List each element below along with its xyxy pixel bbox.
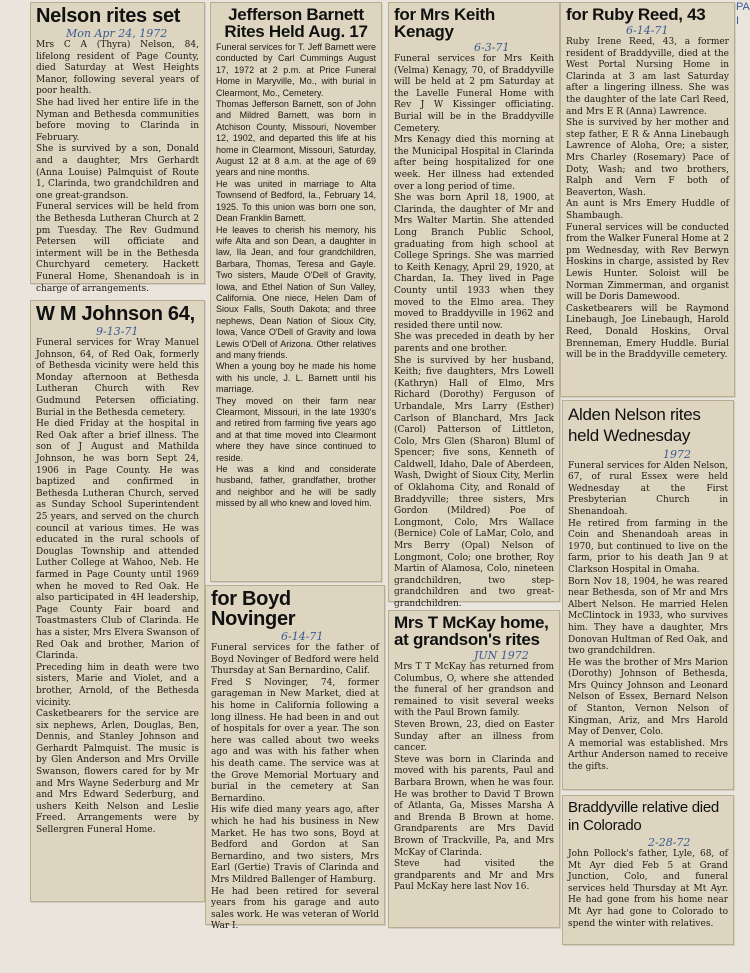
handwritten-date: 9-13-71 <box>96 325 139 338</box>
article-body: Funeral services for Mrs Keith (Velma) Kenagy, 70, of Braddyville will be held at 2 pm Saturday at the Lavelle Funeral Home with Rev J W Kissinger officiating. Burial will be in the Braddyville Cemetery. Mrs Kenagy died this morning at the Municipal Hospital in Clarinda after being hospitalized for one week. Her illness had extended over a long period of time. She was born April 18, 1900, at Clarinda, the daughter of Mr and Mrs Walter Martin. She attended Long Branch Public School, graduating from high school at College Springs. She was married to Keith Kenagy, April 29, 1920, at Chardan, Ia. They lived in Page County until 1933 when they moved to the Elmo area. They moved to Braddyville in 1962 and resided there until now. She was preceded in death by her parents and one brother. She is survived by her husband, Keith; five daughters, Mrs Lowell (Kathryn) Hall of Elmo, Mrs Richard (Dorothy) Ferguson of Urbandale, Mrs Larry (Esther) Carlson of Blanchard, Mrs Jack (Carol) Patterson of Littleton, Colo, Mrs Glen (Sharon) Bluml of Spencer; five sons, Kenneth of Caldwell, Idaho, Dale of Aberdeen, Wash, Dwight of Sioux City, Merlin of Oklahoma City, and Ronald of Braddyville; three sisters, Mrs Gordon (Mildred) Poe of Longmont, Colo, Mrs Wallace (Bernice) Cole of LaMar, Colo, and Mrs Berry (Opal) Nelson of Longmont, Colo; one brother, Roy Martin of Alamosa, Colo, nineteen grandchildren, two step-grandchildren and two great-grandchildren. <box>394 54 554 609</box>
clipping-nelson-rites <box>30 2 205 294</box>
corner-handwritten-note: PA I <box>736 1 750 28</box>
clipping-barnett <box>210 2 382 582</box>
article-body: Funeral services for Alden Nelson, 67, of rural Essex were held Wednesday at the First Presbyterian Church in Shenandoah. He retired from farming in the Coin and Shenandoah areas in 1970, but continued to live on the farm, prior to his death Jan 9 at Clarkson Hospital in Omaha. Born Nov 18, 1904, he was reared near Bethesda, son of Mr and Mrs Albert Nelson. He married Helen McClintock in 1933, who survives him. They have a daughter, Mrs Donovan Hultman of Red Oak, and two grandchildren. He was the brother of Mrs Marion (Dorothy) Johnson of Bethesda, Mrs Quincy Johnson and Leonard Nelson of Essex, Bernard Nelson of Stanton, Vernon Nelson of Kingman, Ariz, and Mrs Harold May of Denver, Colo. A memorial was established. Mrs Arthur Anderson named to receive the gifts. <box>568 460 728 773</box>
handwritten-date: Mon Apr 24, 1972 <box>66 27 168 40</box>
article-body: Mrs T T McKay has returned from Columbus, O, where she attended the funeral of her grandson and remained to visit several weeks with the Paul Brown family. Steven Brown, 23, died on Easter Sunday after an illness from cancer. Steve was born in Clarinda and moved with his parents, Paul and Barbara Brown, when he was four. He was brother to David T Brown of Atlanta, Ga, Misses Marsha A and Brenda B Brown at home. Grandparents are Mrs David Brown of Trackville, Pa, and Mrs McKay of Clarinda. Steve had visited the grandparents and Mr and Mrs Paul McKay here last Nov 16. <box>394 662 554 893</box>
clipping-johnson <box>30 300 205 902</box>
article-body: John Pollock's father, Lyle, 68, of Mt Ayr died Feb 5 at Grand Junction, Colo, and funeral services held Thursday at Mt Ayr. He had gone from his home near Mt Ayr had gone to Colorado to spend the winter with relatives. <box>568 849 728 929</box>
article-body: Mrs C A (Thyra) Nelson, 84, lifelong resident of Page County, died Saturday at West Heights Manor, following several years of poor health. She had lived her entire life in the Nyman and Bethesda communities before moving to Clarinda in February. She is survived by a son, Donald and a daughter, Mrs Gerhardt (Anna Louise) Palmquist of Route 1, Clarinda, two grandchildren and one great-grandson. Funeral services will be held from the Bethesda Lutheran Church at 2 pm Tuesday. The Rev Gudmund Petersen will officiate and interment will be in the Bethesda Churchyard cemetery. Hackett Funeral Home, Shenandoah is in charge of arrangements. <box>36 40 199 294</box>
clipping-pollock <box>562 795 734 945</box>
headline: for Mrs Keith Kenagy <box>394 5 495 41</box>
headline: Braddyville relative died in Colorado <box>568 799 719 834</box>
handwritten-date: 6-14-71 <box>626 24 669 37</box>
clipping-alden-nelson <box>562 400 734 790</box>
handwritten-date: 6-3-71 <box>474 41 510 54</box>
clipping-novinger <box>205 585 385 932</box>
headline: Nelson rites set <box>36 5 181 27</box>
handwritten-date: 1972 <box>663 447 691 461</box>
clipping-mckay <box>388 610 560 928</box>
headline: Alden Nelson rites held Wednesday <box>568 405 701 446</box>
headline: for Boyd Novinger <box>211 588 296 630</box>
article-body: Funeral services for the father of Boyd Novinger of Bedford were held Thursday at San Bernardino, Calif. Fred S Novinger, 74, former garageman in New Market, died at his home in California following a long illness. He had been in and out of hospitals for over a year. The son here was called about two weeks ago and was with his father when his death came. The service was at the Grove Memorial Mortuary and burial in the cemetery at San Bernardino. His wife died many years ago, after which he had his business in New Market. He has two sons, Boyd at Bedford and Gordon at San Bernardino, and two sisters, Mrs Earl (Gertie) Travis of Clarinda and Mrs Mildred Ballenger of Hamburg. He had been retired for several years from his garage and auto sales work. He was veteran of World War I. <box>211 643 379 932</box>
headline: for Ruby Reed, 43 <box>566 5 706 24</box>
handwritten-date: 6-14-71 <box>281 630 324 643</box>
headline: Mrs T McKay home, at grandson's rites <box>394 613 549 649</box>
article-body: Ruby Irene Reed, 43, a former resident of Braddyville, died at the West Portal Nursing Home in Clarinda at 3 am last Saturday after a lingering illness. She was the daughter of the late Carl Reed, and Mrs E R (Anna) Lawrence. She is survived by her mother and step father, E R & Anna Linebaugh Lawrence of Aloha, Ore; a sister, Mrs Charley (Rosemary) Pace of Doty, Wash; and two brothers, Ralph and Vern F both of Beaverton, Wash. An aunt is Mrs Emery Huddle of Shambaugh. Funeral services will be conducted from the Walker Funeral Home at 2 pm Wednesday, with Rev Berwyn Hoskins in charge, assisted by Rev Lewis Hunter. Soloist will be Norman Zimmerman, and organist will be Doris Damewood. Casketbearers will be Raymond Linebaugh, Joe Linebaugh, Harold Reed, Donald Hoskins, Orval Brenneman, Emery Huddle. Burial will be in the Braddyville cemetery. <box>566 37 729 361</box>
clipping-kenagy <box>388 2 560 609</box>
handwritten-date: 2-28-72 <box>648 836 691 849</box>
article-body: Funeral services for Wray Manuel Johnson, 64, of Red Oak, formerly of Bethesda vicinity were held this Monday afternoon at Bethesda Lutheran Church with Rev Gudmund Petersen officiating. Burial in the Bethesda cemetery. He died Friday at the hospital in Red Oak after a brief illness. The son of J August and Mathilda Johnson, he was born Sept 24, 1906 in Page County. He was baptized and confirmed in Bethesda Lutheran Church, served as Sunday School Superintendent 25 years, and served on the church council at various times. He was educated in the rural schools of Douglas Township and attended Luther College at Wahoo, Neb. He farmed in Page County until 1969 when he moved to Red Oak. He also participated in 4H leadership, Page County Fair board and Toastmasters Club of Clarinda. He has a sister, Mrs Elvera Swanson of Red Oak and brother, Marion of Clarinda. Preceding him in death were two sisters, Marie and Violet, and a brother, Arnold, of the Bethesda vicinity. Casketbearers for the service are six nephews, Arlen, Douglas, Ben, Dennis, and Stanley Johnson and Gerhardt Palmquist. The music is by Glen Anderson and Mrs Orville Swanson, flowers cared for by Mr and Mrs Wayne Sederburg and Mr and Mrs Edward Sederburg, and ushers Keith Nelson and Leslie Freed. Arrangements were by Sellergren Funeral Home. <box>36 338 199 836</box>
headline: W M Johnson 64, <box>36 303 195 325</box>
handwritten-date: JUN 1972 <box>474 649 529 662</box>
article-body: Funeral services for T. Jeff Barnett were conducted by Carl Cummings August 17, 1972 at 2 p.m. at Price Funeral Home in Maryville, Mo., with burial in Clearmont, Mo., Cemetery. Thomas Jefferson Barnett, son of John and Mildred Barnett, was born in Atchison County, Missouri, November 12, 1902, and departed this life at his home in Clearmont, Missouri, Saturday, August 12 at 8 a.m. at the age of 69 years and nine months. He was united in marriage to Alta Townsend of Bedford, Ia., February 14, 1925. To this union was born one son, Dean Franklin Barnett. He leaves to cherish his memory, his wife Alta and son Dean, a daughter in law, Ila Jean, and four grandchildren, Barbara, Thomas, Teresa and Gayle. Two sisters, Maude O'Dell of Gravity, Iowa, and Ethel Nation of Sun Valley, California. One niece, Helen Dam of Sioux Falls, South Dakota; and three nephews, Dean Nation of Sioux City, Iowa, Vance O'Dell of Gravity and Iowa Lewis O'Dell of Arizona. Other relatives and many friends. When a young boy he made his home with his uncle, J. L. Barnett until his marriage. They moved on their farm near Clearmont, Missouri, in the late 1930's and retired from farming five years ago and at that time moved into Clearmont where they have since continued to reside. He was a kind and considerate husband, father, grandfather, brother and neighbor and he will be sadly missed by all who knew and loved him. <box>216 42 376 509</box>
clipping-reed <box>560 2 735 397</box>
headline: Jefferson Barnett Rites Held Aug. 17 <box>224 5 368 41</box>
